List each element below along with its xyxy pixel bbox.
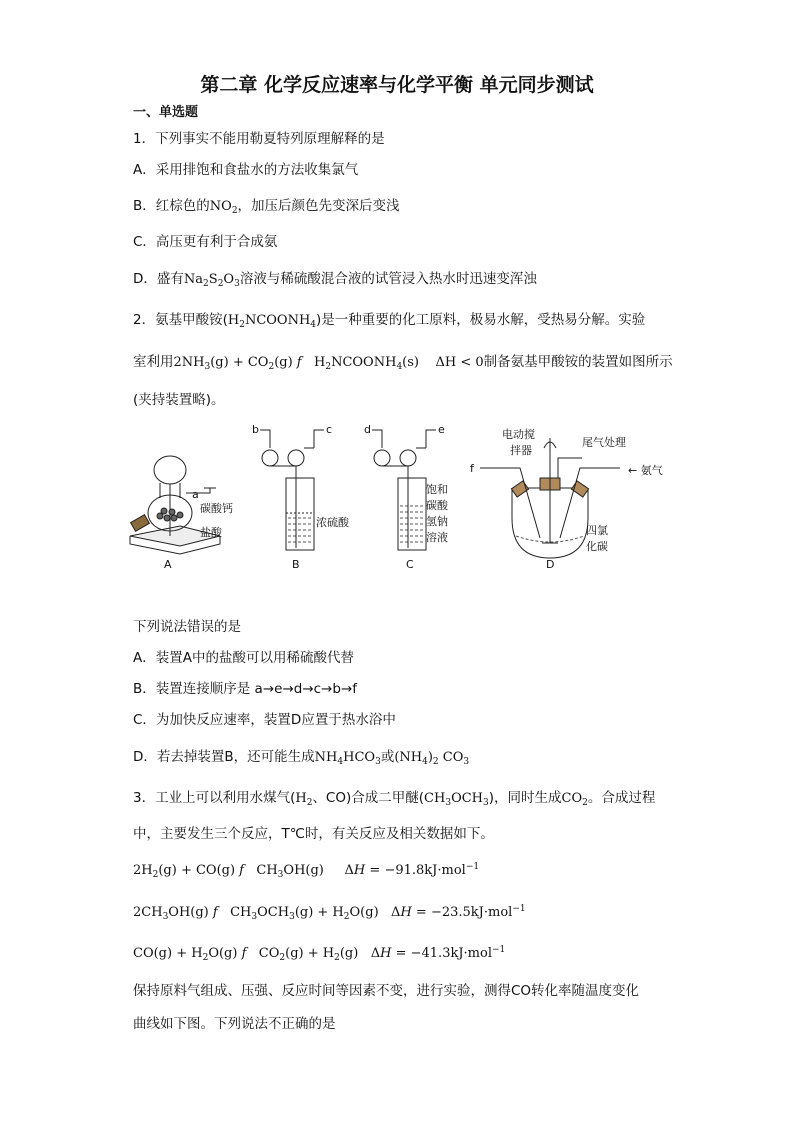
label-nh3: ← 氨气 — [628, 464, 663, 477]
label-a: A — [164, 558, 172, 571]
q2-option-b: B．装置连接顺序是 a→e→d→c→b→f — [133, 681, 358, 697]
q2-option-c: C．为加快反应速率，装置D应置于热水浴中 — [133, 712, 396, 728]
label-nahco3-3: 氢钠 — [426, 515, 448, 528]
q3-reaction-1: $2H_2(g) + CO(g)$ f $CH_3OH(g)$ ΔH = −91.8kJ·mol$^{-1}$ — [133, 862, 480, 880]
label-port-f: f — [470, 462, 474, 475]
q2-line1: 2．氨基甲酸铵$(H_2NCOONH_4)$是一种重要的化工原料，极易水解，受热易分解。实验 — [133, 312, 646, 330]
q2-option-d: D．若去掉装置B，还可能生成$NH_4HCO_3$或$(NH_4)_2$ $CO_3$ — [133, 749, 470, 767]
label-d: D — [546, 558, 555, 571]
q1-stem: 1．下列事实不能用勒夏特列原理解释的是 — [133, 131, 385, 147]
label-port-a: a — [192, 488, 199, 501]
label-tail-gas: 尾气处理 — [582, 436, 626, 449]
q3-line4: 曲线如下图。下列说法不正确的是 — [133, 1016, 336, 1032]
q2-ask: 下列说法错误的是 — [133, 619, 241, 635]
q1-option-d: D．盛有$Na_2S_2O_3$溶液与稀硫酸混合液的试管浸入热水时迅速变浑浊 — [133, 271, 537, 289]
q1-option-a: A．采用排饱和食盐水的方法收集氯气 — [133, 162, 359, 178]
page-title: 第二章 化学反应速率与化学平衡 单元同步测试 — [200, 74, 594, 96]
label-port-b: b — [252, 423, 259, 436]
label-stirrer-1: 电动搅 — [502, 428, 535, 441]
label-nahco3-1: 饱和 — [426, 483, 448, 496]
label-c: C — [406, 558, 414, 571]
q3-line2: 中，主要发生三个反应，T℃时，有关反应及相关数据如下。 — [133, 826, 494, 842]
label-nahco3-2: 碳酸 — [426, 499, 448, 512]
label-caco3: 碳酸钙 — [200, 502, 233, 515]
q2-line2: 室利用$2NH_3(g) + CO_2(g)$ f $H_2NCOONH_4(s)$ ΔH < 0制备氨基甲酸铵的装置如图所示 — [133, 354, 673, 372]
label-b: B — [292, 558, 300, 571]
q3-reaction-2: $2CH_3OH(g)$ f $CH_3OCH_3(g) + H_2O(g) \Delta H = -23.5kJ\cdot mol^{-1}$ — [133, 904, 526, 922]
q3-reaction-3: $CO(g) + H_2O(g)$ f $CO_2(g) + H_2(g) \Delta H = -41.3kJ\cdot mol^{-1}$ — [133, 945, 506, 963]
label-port-c: c — [326, 423, 333, 436]
q1-option-c: C．高压更有利于合成氨 — [133, 234, 278, 250]
label-h2so4: 浓硫酸 — [316, 516, 349, 529]
label-ccl4-2: 化碳 — [586, 540, 608, 553]
label-ccl4-1: 四氯 — [586, 524, 608, 537]
label-stirrer-2: 拌器 — [510, 444, 532, 457]
label-hcl: 盐酸 — [200, 526, 222, 539]
q2-option-a: A．装置A中的盐酸可以用稀硫酸代替 — [133, 650, 354, 666]
label-port-d: d — [364, 423, 371, 436]
q1-option-b: B．红棕色的$NO_2$，加压后颜色先变深后变浅 — [133, 198, 400, 216]
q3-line1: 3．工业上可以利用水煤气($H_2$、CO)合成二甲醚$(CH_3OCH_3)$，同时生成$CO_2$。合成过程 — [133, 790, 656, 808]
q3-line3: 保持原料气组成、压强、反应时间等因素不变，进行实验，测得CO转化率随温度变化 — [133, 983, 640, 999]
apparatus-figure — [120, 418, 690, 578]
label-nahco3-4: 溶液 — [426, 531, 448, 544]
apparatus-b — [260, 430, 324, 550]
q2-line3: (夹持装置略)。 — [133, 392, 225, 408]
label-port-e: e — [438, 423, 445, 436]
section-heading: 一、单选题 — [133, 105, 199, 120]
